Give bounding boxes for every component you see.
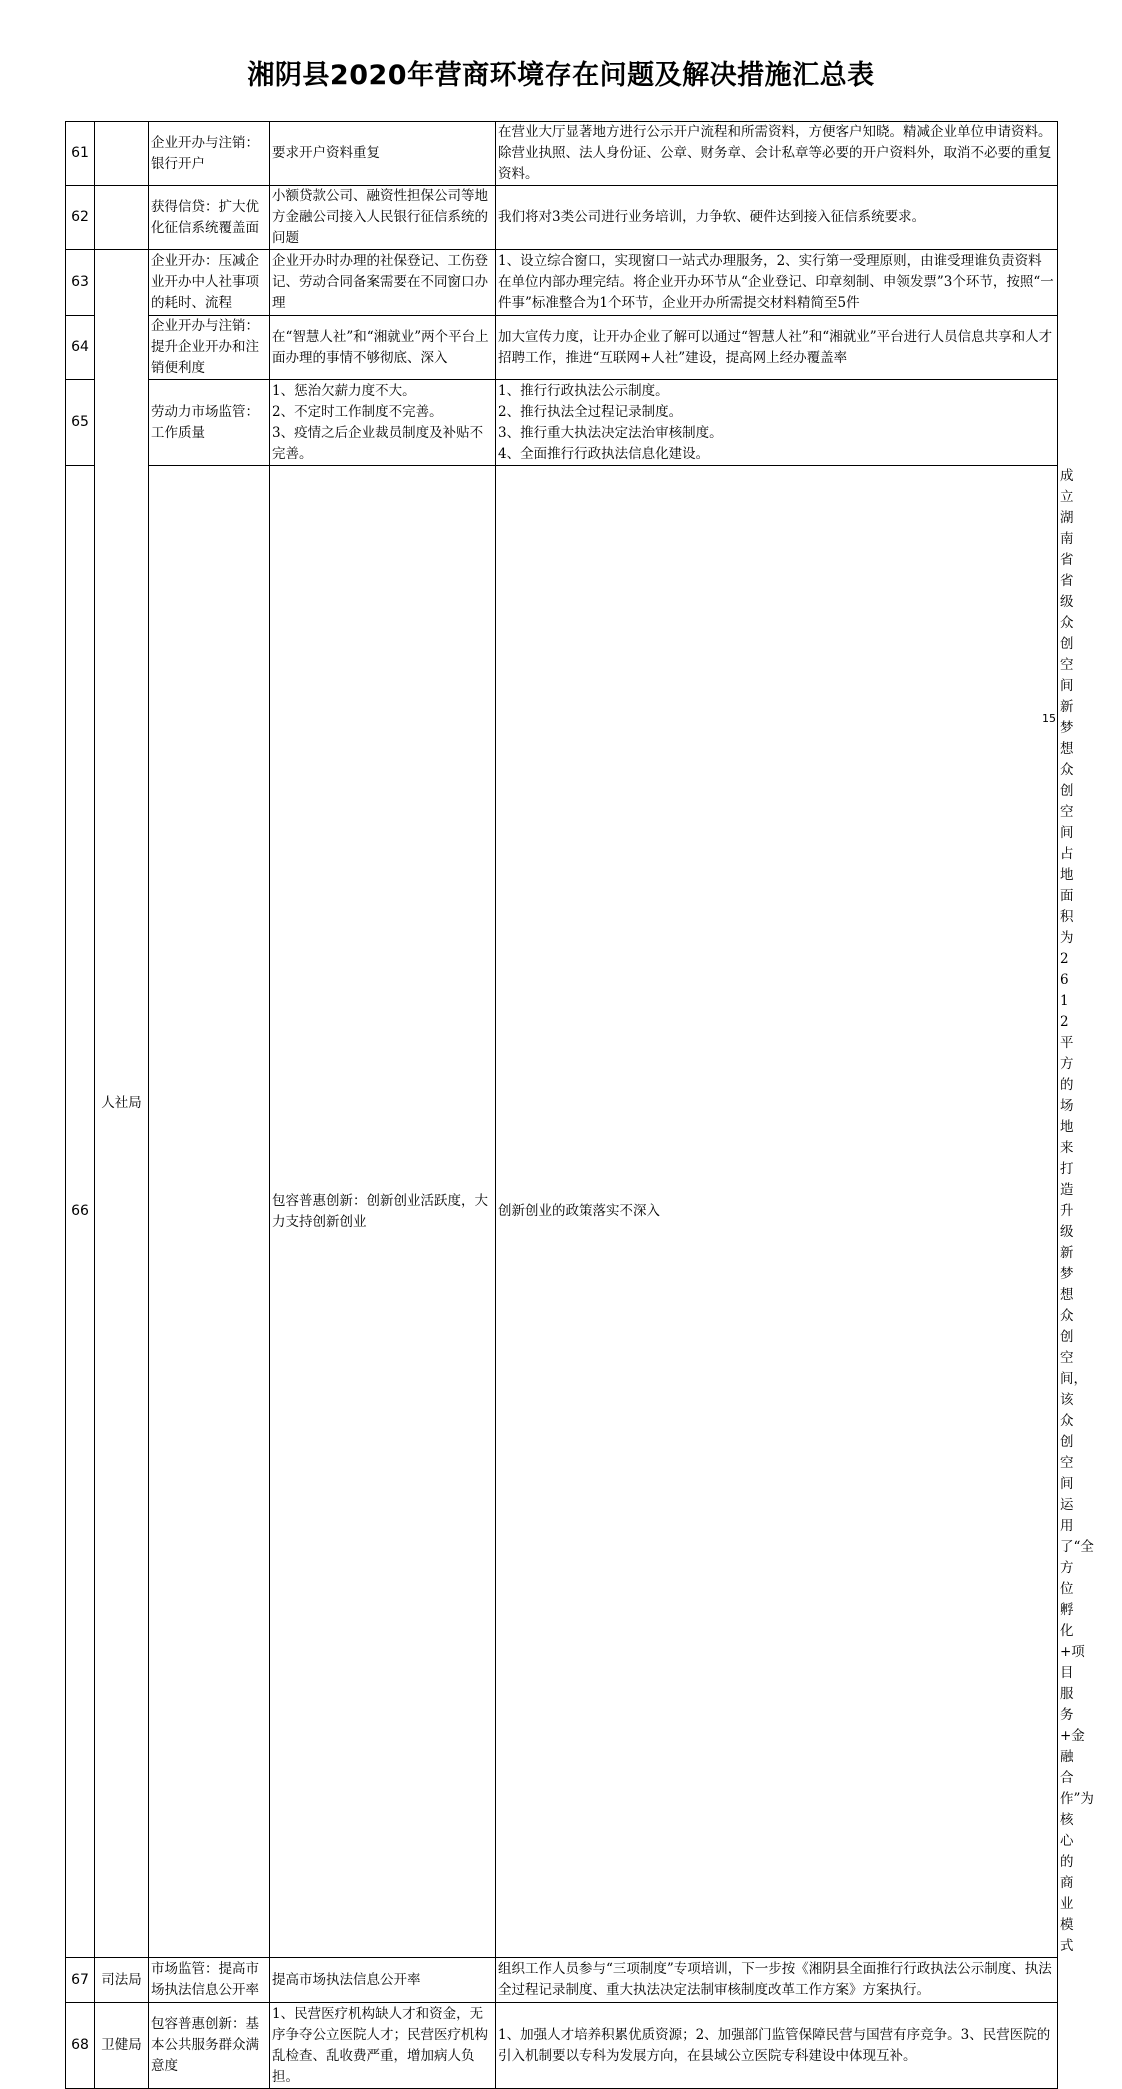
category-cell: 包容普惠创新：创新创业活跃度，大力支持创新创业 <box>270 466 496 1958</box>
row-number: 63 <box>66 250 95 316</box>
issues-table <box>65 121 1094 2089</box>
measure-cell: 在营业大厅显著地方进行公示开户流程和所需资料，方便客户知晓。精减企业单位申请资料。除营业执照、法人身份证、公章、财务章、会计私章等必要的开户资料外，取消不必要的重复资料。 <box>496 122 1058 186</box>
category-cell: 包容普惠创新：基本公共服务群众满意度 <box>149 2003 270 2089</box>
document-title: 湘阴县2020年营商环境存在问题及解决措施汇总表 <box>247 60 875 91</box>
category-cell: 劳动力市场监管：工作质量 <box>149 380 270 466</box>
department-cell: 卫健局 <box>95 2003 149 2089</box>
row-number: 67 <box>66 1958 95 2003</box>
problem-cell: 1、民营医疗机构缺人才和资金，无序争夺公立医院人才；民营医疗机构乱检查、乱收费严重，增加病人负担。 <box>270 2003 496 2089</box>
category-cell: 市场监管：提高市场执法信息公开率 <box>149 1958 270 2003</box>
department-cell-empty <box>95 122 149 186</box>
department-cell: 人社局 <box>95 250 149 1958</box>
row-number: 61 <box>66 122 95 186</box>
problem-cell: 要求开户资料重复 <box>270 122 496 186</box>
category-cell: 企业开办：压减企业开办中人社事项的耗时、流程 <box>149 250 270 316</box>
row-number: 62 <box>66 186 95 250</box>
row-number: 65 <box>66 380 95 466</box>
table-row <box>66 2003 1058 2089</box>
category-cell: 企业开办与注销：提升企业开办和注销便利度 <box>149 316 270 380</box>
problem-cell: 创新创业的政策落实不深入 <box>496 466 1058 1958</box>
table-row <box>66 186 1058 250</box>
measure-cell: 1、加强人才培养积累优质资源；2、加强部门监管保障民营与国营有序竞争。3、民营医院的引入机制要以专科为发展方向，在县域公立医院专科建设中体现互补。 <box>496 2003 1058 2089</box>
department-cell-empty <box>95 186 149 250</box>
department-cell-empty <box>149 466 270 1958</box>
category-cell: 获得信贷：扩大优化征信系统覆盖面 <box>149 186 270 250</box>
measure-cell: 我们将对3类公司进行业务培训，力争软、硬件达到接入征信系统要求。 <box>496 186 1058 250</box>
table-row <box>66 122 1058 186</box>
problem-cell: 在“智慧人社”和“湘就业”两个平台上面办理的事情不够彻底、深入 <box>270 316 496 380</box>
table-row: 66 包容普惠创新：创新创业活跃度，大力支持创新创业 创新创业的政策落实不深入 成立湖南省省级众创空间新梦想众创空间占地面积为2612平方的场地来打造升级新梦想众创空间，该众创空间运用了“全方位孵化+项目服务+金融合作”为核心的商业模式 <box>66 466 1058 1958</box>
problem-cell: 1、惩治欠薪力度不大。 2、不定时工作制度不完善。 3、疫情之后企业裁员制度及补贴不完善。 <box>270 380 496 466</box>
row-number: 68 <box>66 2003 95 2089</box>
measure-cell: 组织工作人员参与“三项制度”专项培训，下一步按《湘阴县全面推行行政执法公示制度、执法全过程记录制度、重大执法决定法制审核制度改革工作方案》方案执行。 <box>496 1958 1058 2003</box>
table-row <box>66 250 1058 316</box>
table-row <box>66 380 1058 466</box>
measure-cell: 加大宣传力度，让开办企业了解可以通过“智慧人社”和“湘就业”平台进行人员信息共享和人才招聘工作，推进“互联网+人社”建设，提高网上经办覆盖率 <box>496 316 1058 380</box>
page-number: 15 <box>1042 712 1056 725</box>
table-row <box>66 1958 1058 2003</box>
problem-cell: 企业开办时办理的社保登记、工伤登记、劳动合同备案需要在不同窗口办理 <box>270 250 496 316</box>
problem-cell: 提高市场执法信息公开率 <box>270 1958 496 2003</box>
measure-cell: 1、推行行政执法公示制度。 2、推行执法全过程记录制度。 3、推行重大执法决定法治审核制度。 4、全面推行行政执法信息化建设。 <box>496 380 1058 466</box>
row-number: 66 <box>66 466 95 1958</box>
problem-cell: 小额贷款公司、融资性担保公司等地方金融公司接入人民银行征信系统的问题 <box>270 186 496 250</box>
row-number: 64 <box>66 316 95 380</box>
measure-cell: 1、设立综合窗口，实现窗口一站式办理服务，2、实行第一受理原则，由谁受理谁负责资料在单位内部办理完结。将企业开办环节从“企业登记、印章刻制、申领发票”3个环节，按照“一件事”标准整合为1个环节，企业开办所需提交材料精简至5件 <box>496 250 1058 316</box>
category-cell: 企业开办与注销：银行开户 <box>149 122 270 186</box>
table-row <box>66 316 1058 380</box>
department-cell: 司法局 <box>95 1958 149 2003</box>
